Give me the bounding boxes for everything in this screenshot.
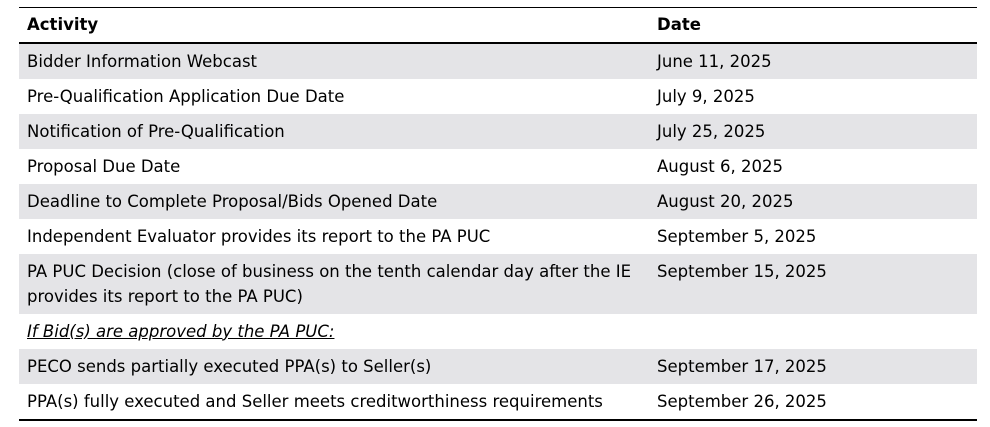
date-cell: September 26, 2025 <box>649 384 977 420</box>
table-row <box>19 219 977 254</box>
table-row <box>19 184 977 219</box>
date-cell: July 25, 2025 <box>649 114 977 149</box>
table-row <box>19 349 977 384</box>
activity-cell: Independent Evaluator provides its report to the PA PUC <box>27 226 491 246</box>
table-row <box>19 79 977 114</box>
activity-cell: Proposal Due Date <box>27 156 181 176</box>
subheading-text: If Bid(s) are approved by the PA PUC: <box>27 321 335 341</box>
activity-cell: PPA(s) fully executed and Seller meets creditworthiness requirements <box>19 384 649 420</box>
date-cell: September 15, 2025 <box>649 254 977 314</box>
table-row <box>19 114 977 149</box>
date-cell: September 17, 2025 <box>649 349 977 384</box>
schedule-table <box>19 7 977 421</box>
table-row <box>19 254 977 314</box>
table-body <box>19 43 977 420</box>
section-subheading-row <box>19 314 977 349</box>
activity-cell: PECO sends partially executed PPA(s) to Seller(s) <box>19 349 649 384</box>
date-cell: July 9, 2025 <box>657 86 755 106</box>
activity-cell: PA PUC Decision (close of business on the tenth calendar day after the IE provides its report to the PA PUC) <box>19 254 649 314</box>
table-row <box>19 149 977 184</box>
conditional-subheading <box>19 314 649 349</box>
activity-cell: Deadline to Complete Proposal/Bids Opened Date <box>19 184 649 219</box>
table-row <box>19 384 977 420</box>
date-cell <box>649 314 977 349</box>
activity-column-header: Activity <box>19 8 649 43</box>
date-cell: June 11, 2025 <box>649 43 977 79</box>
date-cell: September 5, 2025 <box>657 226 817 246</box>
table-row <box>19 43 977 79</box>
date-cell: August 6, 2025 <box>657 156 783 176</box>
date-column-header: Date <box>649 8 977 43</box>
header-row <box>19 8 977 43</box>
date-cell: August 20, 2025 <box>649 184 977 219</box>
activity-cell: Bidder Information Webcast <box>19 43 649 79</box>
activity-cell: Pre-Qualification Application Due Date <box>27 86 345 106</box>
activity-cell: Notification of Pre-Qualification <box>19 114 649 149</box>
table-header <box>19 8 977 43</box>
